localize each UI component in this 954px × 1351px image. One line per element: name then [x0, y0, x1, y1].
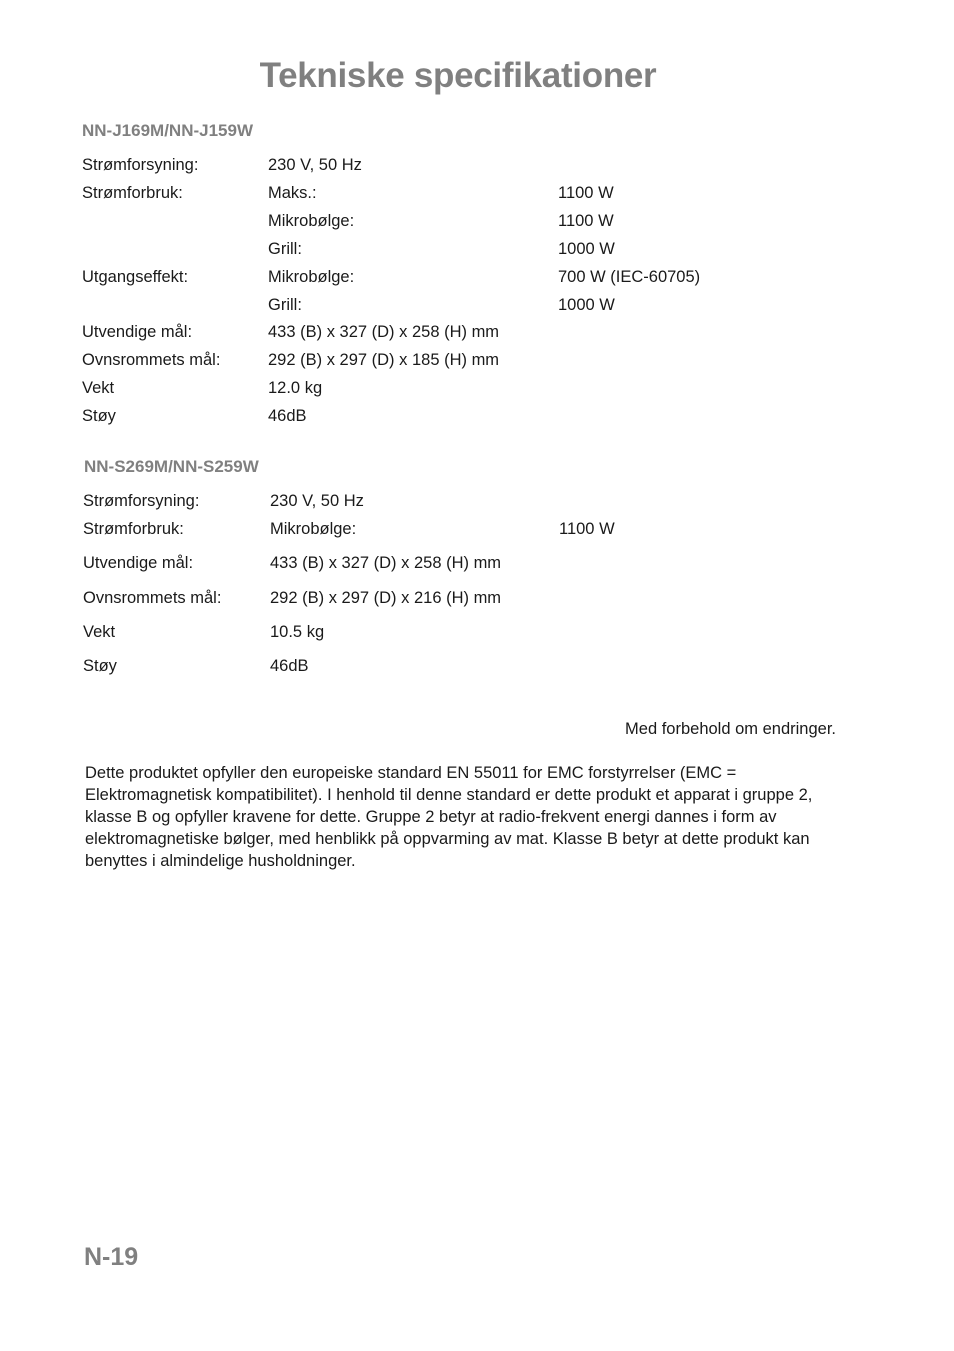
page-number: N-19	[84, 1243, 139, 1271]
spec-row	[0, 156, 954, 180]
spec-row	[0, 184, 954, 208]
spec-label: Strømforsyning:	[82, 156, 199, 174]
spec-sub: Mikrobølge:	[268, 212, 355, 230]
spec-label: Ovnsrommets mål:	[83, 589, 222, 607]
spec-label: Strømforsyning:	[83, 492, 200, 510]
spec-value: 1100 W	[559, 520, 615, 538]
spec-sub: Mikrobølge:	[270, 520, 357, 538]
spec-row	[0, 520, 954, 544]
spec-value: 1000 W	[558, 240, 615, 258]
spec-row	[0, 268, 954, 292]
model-heading-1: NN-J169M/NN-J159W	[82, 121, 253, 140]
spec-label: Utvendige mål:	[82, 323, 193, 341]
spec-label: Støy	[82, 407, 116, 425]
spec-sub: 10.5 kg	[270, 623, 325, 641]
spec-row	[0, 379, 954, 403]
spec-sub: 292 (B) x 297 (D) x 216 (H) mm	[270, 589, 502, 607]
spec-value: 1000 W	[558, 296, 615, 314]
spec-sub: 46dB	[270, 657, 309, 675]
spec-label: Vekt	[82, 379, 115, 397]
emc-paragraph: Dette produktet opfyller den europeiske standard EN 55011 for EMC forstyrrelser (EMC = Elektromagnetisk kompatibilitet). I henhold til denne standard er dette produkt et apparat i gruppe 2, klasse B og opfyller kravene for dette. Gruppe 2 betyr at radio-frekvent energi dannes i form av elektromagnetiske bølger, med henblikk på oppvarming av mat. Klasse B betyr at dette produkt kan benyttes i almindelige husholdninger.	[85, 764, 813, 870]
spec-row	[0, 296, 954, 320]
spec-row	[0, 351, 954, 375]
spec-row	[0, 240, 954, 264]
spec-label: Utvendige mål:	[83, 554, 194, 572]
spec-sub: Grill:	[268, 296, 302, 314]
spec-value: 1100 W	[558, 184, 614, 202]
spec-row	[0, 554, 954, 578]
spec-sub: 292 (B) x 297 (D) x 185 (H) mm	[268, 351, 500, 369]
spec-value: 700 W (IEC-60705)	[558, 268, 701, 286]
spec-sub: 12.0 kg	[268, 379, 323, 397]
spec-sub: 46dB	[268, 407, 307, 425]
spec-sub: 433 (B) x 327 (D) x 258 (H) mm	[268, 323, 500, 341]
spec-sub: Maks.:	[268, 184, 317, 202]
spec-sub: 433 (B) x 327 (D) x 258 (H) mm	[270, 554, 502, 572]
spec-label: Strømforbruk:	[83, 520, 184, 538]
spec-row	[0, 492, 954, 516]
spec-row	[0, 212, 954, 236]
spec-label: Strømforbruk:	[82, 184, 183, 202]
spec-label: Støy	[83, 657, 117, 675]
spec-sub: Grill:	[268, 240, 302, 258]
spec-row	[0, 323, 954, 347]
spec-sub: Mikrobølge:	[268, 268, 355, 286]
spec-label: Ovnsrommets mål:	[82, 351, 221, 369]
disclaimer-note: Med forbehold om endringer.	[625, 720, 836, 738]
spec-row	[0, 657, 954, 681]
spec-value: 1100 W	[558, 212, 614, 230]
spec-sub: 230 V, 50 Hz	[268, 156, 362, 174]
spec-label: Vekt	[83, 623, 116, 641]
spec-row	[0, 589, 954, 613]
page-title: Tekniske specifikationer	[259, 56, 657, 95]
spec-row	[0, 623, 954, 647]
spec-sub: 230 V, 50 Hz	[270, 492, 364, 510]
model-heading-2: NN-S269M/NN-S259W	[84, 457, 259, 476]
spec-row	[0, 407, 954, 431]
spec-label: Utgangseffekt:	[82, 268, 189, 286]
